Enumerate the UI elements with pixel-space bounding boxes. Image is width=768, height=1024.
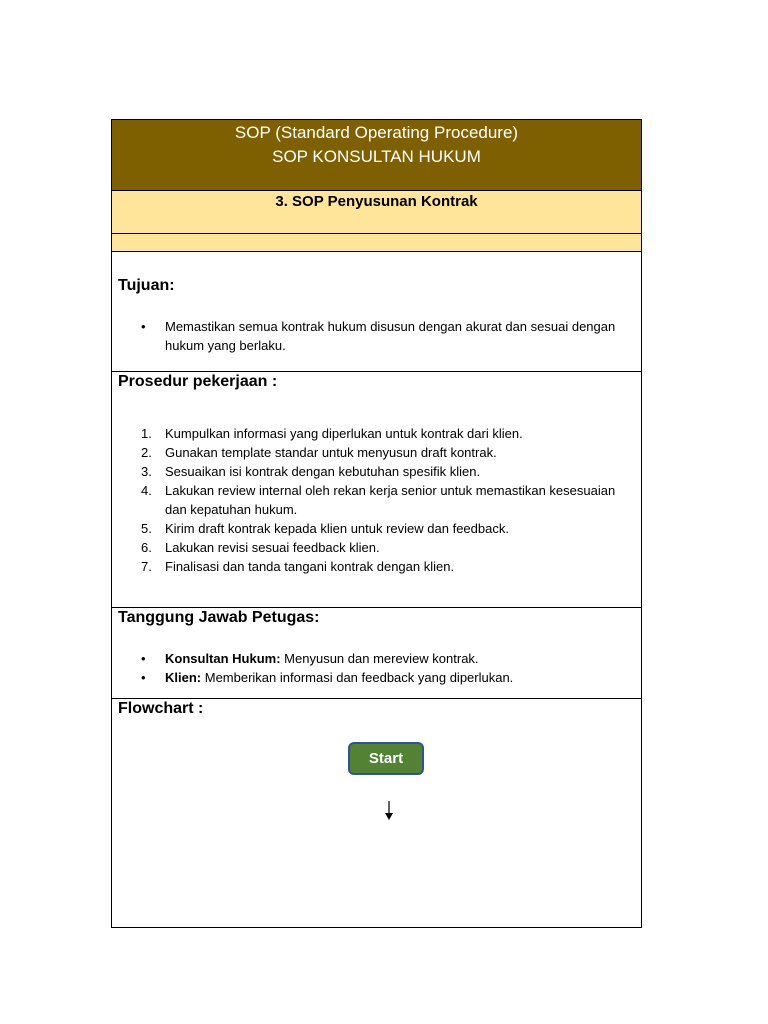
role-description: Memberikan informasi dan feedback yang diperlukan.	[201, 670, 514, 685]
list-item	[112, 519, 641, 538]
section-tanggung-jawab	[112, 608, 641, 699]
arrow-down-icon	[382, 800, 396, 822]
list-item	[112, 443, 641, 462]
step-text: Kumpulkan informasi yang diperlukan untuk kontrak dari klien.	[165, 426, 523, 441]
subheader-banner	[112, 191, 641, 234]
list-item	[112, 481, 641, 519]
list-item	[112, 424, 641, 443]
prosedur-list	[112, 424, 641, 576]
step-number: 3.	[141, 464, 152, 479]
bullet-icon: •	[141, 670, 146, 685]
step-text: Sesuaikan isi kontrak dengan kebutuhan spesifik klien.	[165, 464, 481, 479]
list-item	[112, 557, 641, 576]
section-tujuan	[112, 252, 641, 372]
step-number: 4.	[141, 483, 152, 498]
subtitle: 3. SOP Penyusunan Kontrak	[275, 193, 478, 210]
step-text: Lakukan review internal oleh rekan kerja senior untuk memastikan kesesuaian dan kepatuhan hukum.	[165, 483, 616, 517]
step-text: Finalisasi dan tanda tangani kontrak dengan klien.	[165, 559, 455, 574]
list-item	[112, 462, 641, 481]
tanggung-jawab-list	[112, 649, 641, 687]
tujuan-title: Tujuan:	[118, 277, 175, 294]
tujuan-item-text: Memastikan semua kontrak hukum disusun dengan akurat dan sesuai dengan hukum yang berlaku.	[165, 319, 616, 353]
sop-document	[111, 119, 642, 928]
list-item	[112, 649, 641, 668]
title-line-1: SOP (Standard Operating Procedure)	[234, 123, 519, 142]
list-item	[112, 317, 641, 355]
role-label: Klien:	[165, 670, 202, 685]
section-prosedur	[112, 372, 641, 608]
role-label: Konsultan Hukum:	[165, 651, 281, 666]
step-number: 6.	[141, 540, 152, 555]
step-number: 2.	[141, 445, 152, 460]
prosedur-title: Prosedur pekerjaan :	[118, 373, 278, 390]
bullet-icon: •	[141, 319, 146, 334]
role-description: Menyusun dan mereview kontrak.	[280, 651, 479, 666]
tanggung-jawab-title: Tanggung Jawab Petugas:	[118, 609, 320, 626]
tujuan-list	[112, 317, 641, 355]
spacer-row	[112, 234, 641, 252]
step-text: Kirim draft kontrak kepada klien untuk review dan feedback.	[165, 521, 509, 536]
title-line-2: SOP KONSULTAN HUKUM	[272, 147, 481, 166]
step-text: Lakukan revisi sesuai feedback klien.	[165, 540, 380, 555]
step-text: Gunakan template standar untuk menyusun draft kontrak.	[165, 445, 497, 460]
step-number: 1.	[141, 426, 152, 441]
step-number: 7.	[141, 559, 152, 574]
list-item	[112, 538, 641, 557]
flowchart-title: Flowchart :	[118, 700, 204, 717]
step-number: 5.	[141, 521, 152, 536]
header-banner	[112, 120, 641, 191]
flowchart-start-node: Start	[348, 742, 424, 775]
section-flowchart	[112, 699, 641, 927]
list-item	[112, 668, 641, 687]
bullet-icon: •	[141, 651, 146, 666]
